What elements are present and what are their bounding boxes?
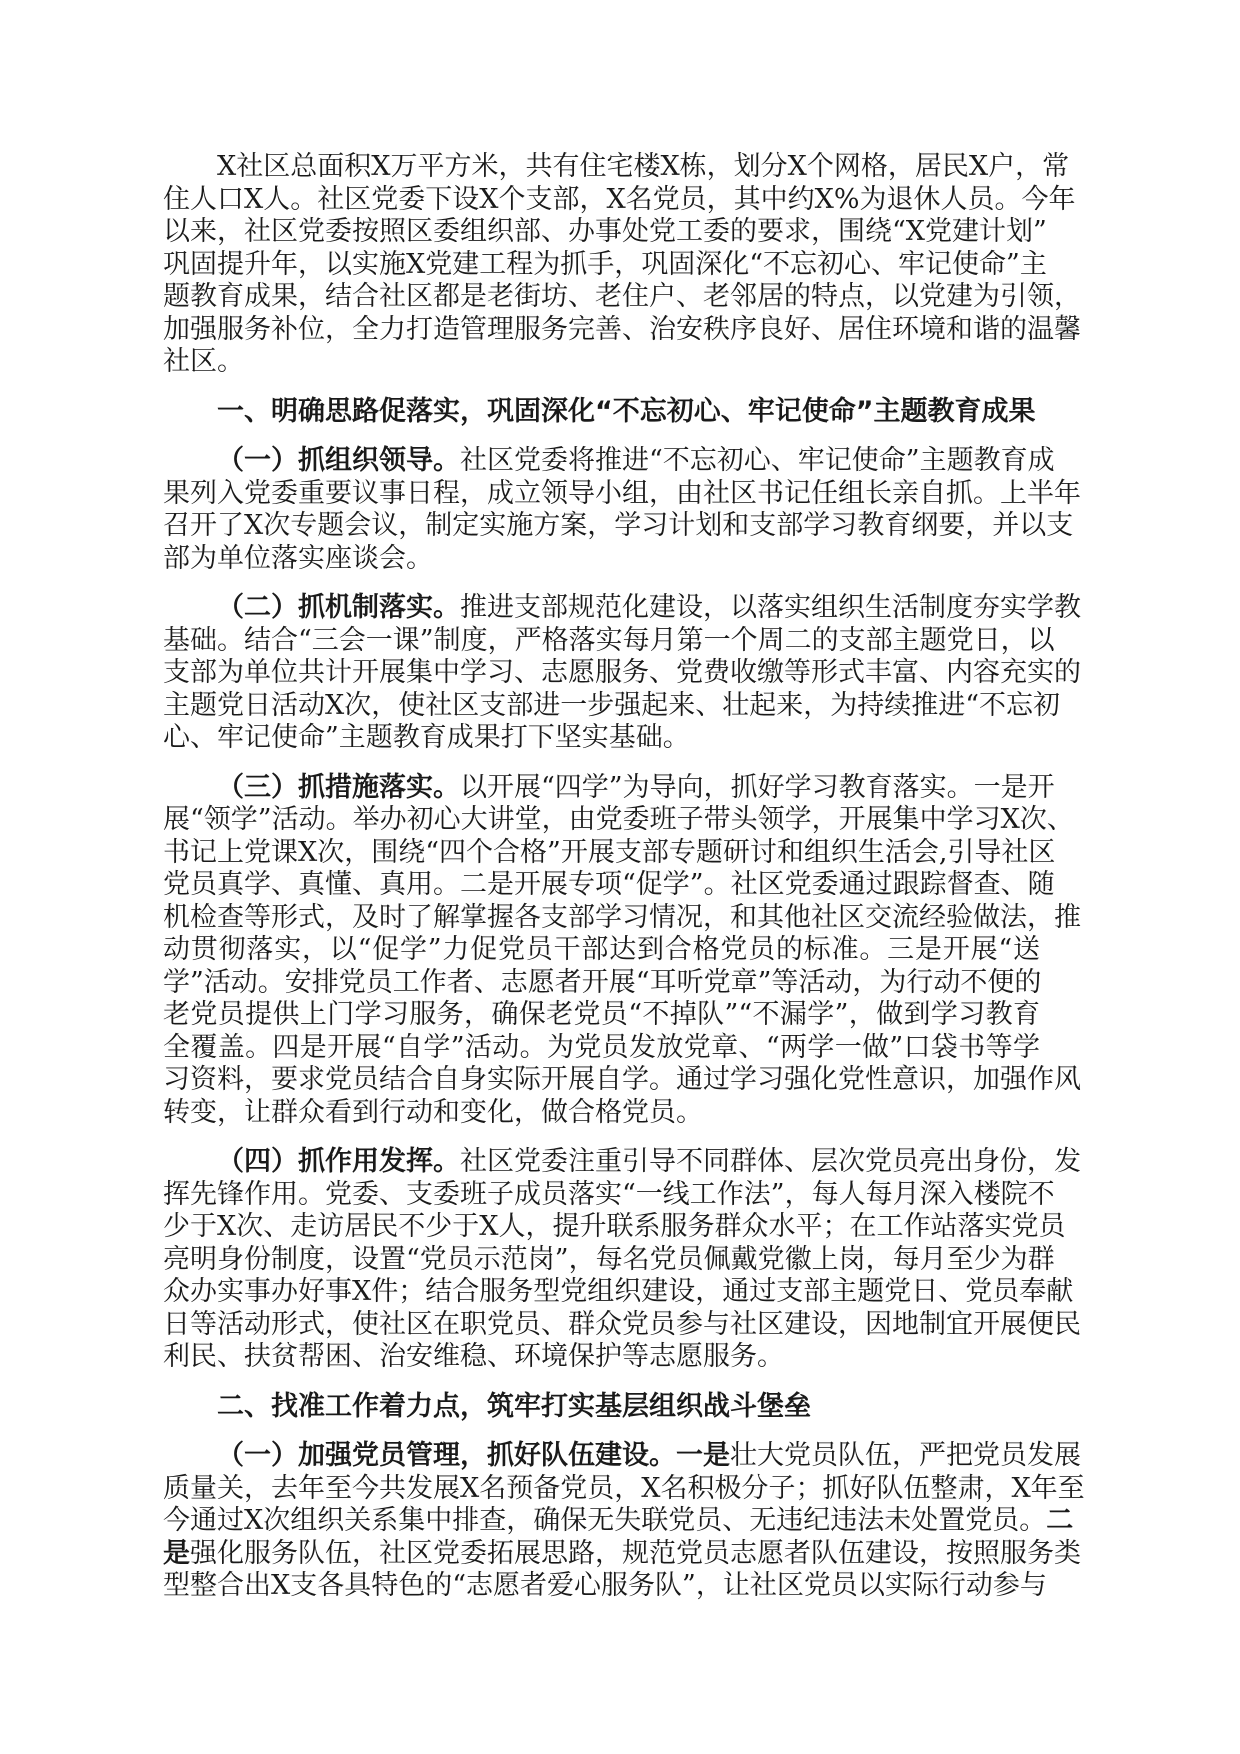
text-line	[163, 771, 1055, 805]
text-line: 利民、扶贫帮困、治安维稳、环境保护等志愿服务。	[163, 1341, 784, 1372]
bold-lead-text: （四）抓作用发挥。	[217, 1146, 460, 1177]
body-paragraph	[163, 151, 1081, 379]
bold-lead-text: （一）抓组织领导。	[217, 445, 460, 476]
text-line: 动贯彻落实，以“促学”力促党员干部达到合格党员的标准。三是开展“送	[163, 934, 1040, 965]
text-run: 社区党委注重引导不同群体、层次党员亮出身份，发	[460, 1146, 1081, 1177]
text-line: 二、找准工作着力点，筑牢打实基层组织战斗堡垒	[217, 1390, 811, 1422]
text-line: 心、牢记使命”主题教育成果打下坚实基础。	[163, 722, 690, 753]
text-line: 以来，社区党委按照区委组织部、办事处党工委的要求，围绕“X党建计划”	[163, 216, 1047, 247]
text-run: 社区党委将推进“不忘初心、牢记使命”主题教育成	[460, 445, 1055, 476]
text-line: 型整合出X支各具特色的“志愿者爱心服务队”，让社区党员以实际行动参与	[163, 1570, 1047, 1601]
body-paragraph	[163, 445, 1081, 575]
section-heading	[163, 1391, 1040, 1424]
text-line: X社区总面积X万平方米，共有住宅楼X栋，划分X个网格，居民X户，常	[217, 151, 1070, 182]
section-heading	[163, 396, 1040, 429]
text-line: 日等活动形式，使社区在职党员、群众党员参与社区建设，因地制宜开展便民	[163, 1308, 1081, 1340]
text-line	[163, 445, 1055, 478]
text-line: 全覆盖。四是开展“自学”活动。为党员发放党章、“两学一做”口袋书等学	[163, 1031, 1040, 1063]
text-line: 党员真学、真懂、真用。二是开展专项“促学”。社区党委通过跟踪督查、随	[163, 869, 1055, 900]
text-line: 学”活动。安排党员工作者、志愿者开展“耳听党章”等活动，为行动不便的	[163, 966, 1042, 998]
text-line: 支部为单位共计开展集中学习、志愿服务、党费收缴等形式丰富、内容充实的	[163, 657, 1081, 688]
body-paragraph	[163, 592, 1081, 755]
bold-lead-text: 二	[1046, 1505, 1074, 1536]
text-line: 召开了X次专题会议，制定实施方案，学习计划和支部学习教育纲要，并以支	[163, 510, 1074, 541]
text-line	[163, 1537, 1081, 1571]
body-paragraph	[163, 771, 1081, 1130]
text-line: 一、明确思路促落实，巩固深化“不忘初心、牢记使命”主题教育成果	[217, 395, 1036, 427]
body-paragraph	[163, 1146, 1081, 1374]
text-line	[163, 592, 1081, 625]
text-line: 展“领学”活动。举办初心大讲堂，由党委班子带头领学，开展集中学习X次、	[163, 804, 1074, 835]
text-run: 推进支部规范化建设，以落实组织生活制度夯实学教	[460, 592, 1081, 623]
bold-lead-text: （一）加强党员管理，抓好队伍建设。一是	[217, 1440, 730, 1471]
text-line: 机检查等形式，及时了解掌握各支部学习情况，和其他社区交流经验做法，推	[163, 901, 1081, 933]
text-line	[163, 1505, 1074, 1538]
text-line: 挥先锋作用。党委、支委班子成员落实“一线工作法”，每人每月深入楼院不	[163, 1178, 1055, 1210]
text-line: 巩固提升年，以实施X党建工程为抓手，巩固深化“不忘初心、牢记使命”主	[163, 248, 1047, 280]
text-run: 今通过X次组织关系集中排查，确保无失联党员、无违纪违法未处置党员。	[163, 1505, 1047, 1536]
text-line: 众办实事办好事X件；结合服务型党组织建设，通过支部主题党日、党员奉献	[163, 1276, 1074, 1307]
text-line: 基础。结合“三会一课”制度，严格落实每月第一个周二的支部主题党日，以	[163, 624, 1055, 656]
text-line: 质量关，去年至今共发展X名预备党员，X名积极分子；抓好队伍整肃，X年至	[163, 1472, 1085, 1504]
text-line: 亮明身份制度，设置“党员示范岗”，每名党员佩戴党徽上岗，每月至少为群	[163, 1243, 1055, 1275]
text-line: 少于X次、走访居民不少于X人，提升联系服务群众水平；在工作站落实党员	[163, 1211, 1066, 1242]
text-line: 题教育成果，结合社区都是老街坊、老住户、老邻居的特点，以党建为引领，	[163, 281, 1081, 312]
body-paragraph	[163, 1440, 1085, 1603]
bold-lead-text: （二）抓机制落实。	[217, 592, 460, 623]
bold-lead-text: （三）抓措施落实。	[217, 771, 460, 803]
text-line	[163, 1440, 1081, 1473]
text-line: 书记上党课X次，围绕“四个合格”开展支部专题研讨和组织生活会,引导社区	[163, 836, 1056, 868]
text-line: 加强服务补位，全力打造管理服务完善、治安秩序良好、居住环境和谐的温馨	[163, 313, 1081, 345]
text-line: 果列入党委重要议事日程，成立领导小组，由社区书记任组长亲自抓。上半年	[163, 477, 1081, 509]
text-run: 以开展“四学”为导向，抓好学习教育落实。一是开	[460, 771, 1055, 803]
text-line	[163, 1146, 1081, 1179]
text-line: 主题党日活动X次，使社区支部进一步强起来、壮起来，为持续推进“不忘初	[163, 689, 1061, 721]
document-page	[163, 151, 1085, 1620]
text-run: 强化服务队伍，社区党委拓展思路，规范党员志愿者队伍建设，按照服务类	[190, 1537, 1081, 1569]
text-line: 老党员提供上门学习服务，确保老党员“不掉队”“不漏学”，做到学习教育	[163, 999, 1040, 1030]
text-line: 习资料，要求党员结合自身实际开展自学。通过学习强化党性意识，加强作风	[163, 1064, 1081, 1095]
text-line: 部为单位落实座谈会。	[163, 542, 433, 574]
text-line: 转变，让群众看到行动和变化，做合格党员。	[163, 1096, 703, 1128]
text-line: 社区。	[163, 346, 244, 377]
bold-lead-text: 是	[163, 1537, 190, 1569]
text-line: 住人口X人。社区党委下设X个支部，X名党员，其中约X%为退休人员。今年	[163, 183, 1076, 215]
text-run: 壮大党员队伍，严把党员发展	[730, 1440, 1081, 1471]
